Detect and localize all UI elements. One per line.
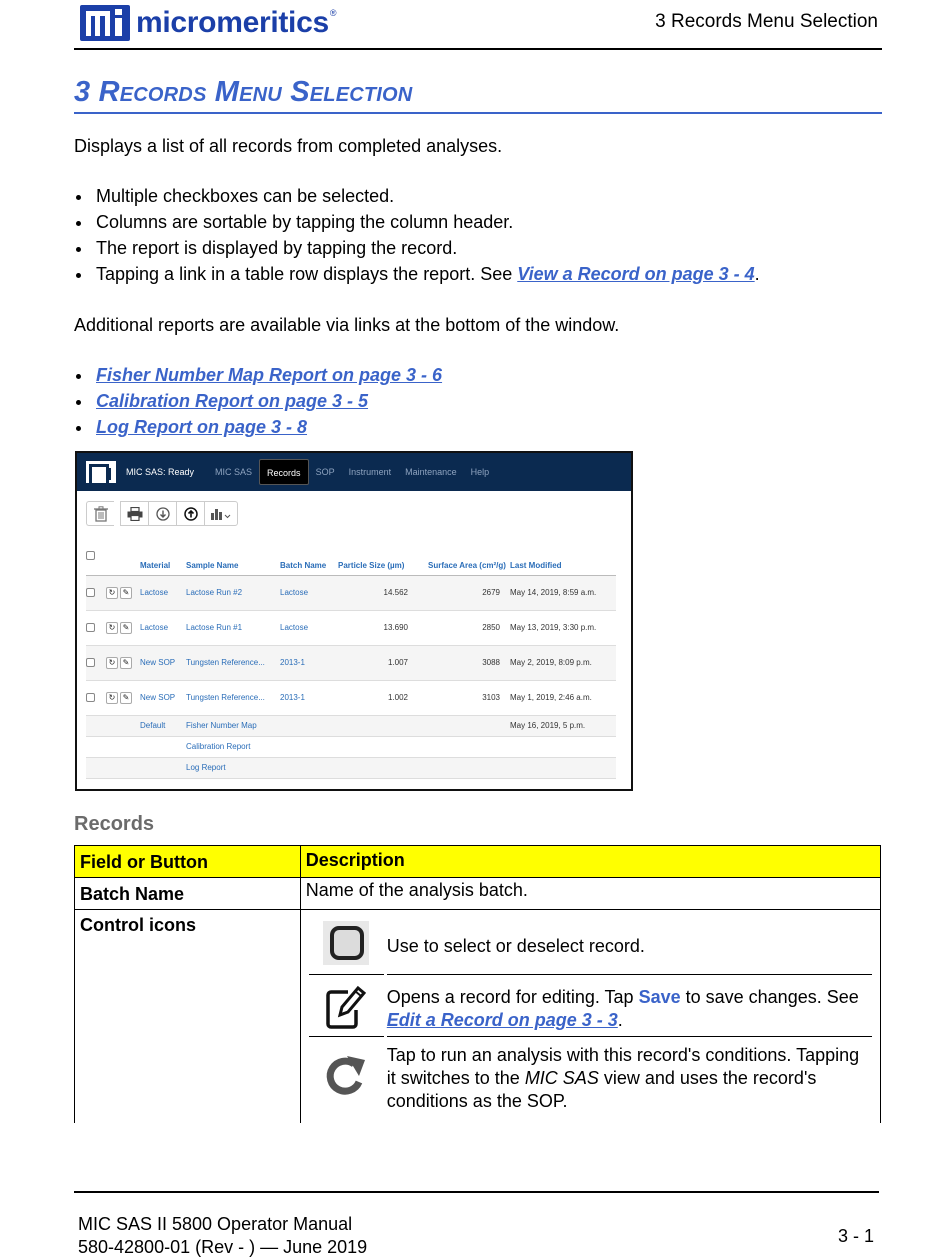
cell-particle-size: 1.007 xyxy=(338,645,418,680)
list-item-tail: . xyxy=(754,264,760,284)
edit-icon[interactable]: ✎ xyxy=(120,692,132,704)
cell-surface-area: 3088 xyxy=(418,645,510,680)
cell-material[interactable]: Lactose xyxy=(140,610,186,645)
cell-sample-name[interactable]: Tungsten Reference... xyxy=(186,680,280,715)
list-item: The report is displayed by tapping the record. xyxy=(74,235,760,261)
records-fields-table xyxy=(74,845,881,1123)
download-icon[interactable] xyxy=(148,501,176,526)
row-checkbox[interactable] xyxy=(86,623,95,632)
cell-batch-name[interactable]: Lactose xyxy=(280,575,338,610)
table-row[interactable] xyxy=(86,680,616,715)
table-row[interactable] xyxy=(86,715,616,736)
footer-manual-title: MIC SAS II 5800 Operator Manual xyxy=(78,1214,353,1234)
cell-last-modified: May 13, 2019, 3:30 p.m. xyxy=(510,610,616,645)
chapter-title: 3 Records Menu Selection xyxy=(74,76,413,108)
edit-desc-tail: . xyxy=(617,1010,623,1030)
save-keyword: Save xyxy=(638,987,681,1007)
cell-batch-name[interactable]: 2013-1 xyxy=(280,645,338,680)
cell-particle-size: 13.690 xyxy=(338,610,418,645)
cell-last-modified: May 2, 2019, 8:09 p.m. xyxy=(510,645,616,680)
column-header-particle-size[interactable]: Particle Size (µm) xyxy=(338,545,418,575)
table-row[interactable] xyxy=(86,575,616,610)
cell-surface-area: 2679 xyxy=(418,575,510,610)
tab-records[interactable]: Records xyxy=(259,459,309,485)
column-header-batch-name[interactable]: Batch Name xyxy=(280,545,338,575)
view-record-link[interactable]: View a Record on page 3 - 4 xyxy=(517,264,755,284)
checkbox-icon xyxy=(309,920,384,966)
running-head: 3 Records Menu Selection xyxy=(655,11,878,32)
row-checkbox[interactable] xyxy=(86,588,95,597)
micromeritics-logo xyxy=(80,3,337,43)
column-header-sample-name[interactable]: Sample Name xyxy=(186,545,280,575)
cell-material[interactable]: Lactose xyxy=(140,575,186,610)
header-field-or-button: Field or Button xyxy=(75,846,301,878)
chart-dropdown-icon[interactable] xyxy=(204,501,238,526)
column-header-material[interactable]: Material xyxy=(140,545,186,575)
page-number: 3 - 1 xyxy=(837,1226,874,1246)
cell-surface-area: 2850 xyxy=(418,610,510,645)
app-navbar xyxy=(77,453,631,491)
divider xyxy=(387,1036,872,1037)
tab-sop[interactable]: SOP xyxy=(315,467,335,477)
run-again-large-icon xyxy=(309,1048,384,1106)
header-rule xyxy=(74,48,882,50)
run-again-icon[interactable]: ↻ xyxy=(106,657,118,669)
calibration-report-link[interactable]: Calibration Report on page 3 - 5 xyxy=(96,391,369,411)
brand-mark-icon xyxy=(80,5,130,41)
run-again-icon[interactable]: ↻ xyxy=(106,622,118,634)
records-table xyxy=(86,545,616,779)
desc-batch-name: Name of the analysis batch. xyxy=(300,878,880,910)
cell-sample-name[interactable]: Tungsten Reference... xyxy=(186,645,280,680)
edit-icon-desc xyxy=(387,986,867,1032)
tab-maintenance[interactable]: Maintenance xyxy=(405,467,457,477)
list-item xyxy=(74,414,442,440)
report-link-list xyxy=(74,362,442,440)
additional-paragraph: Additional reports are available via links at the bottom of the window. xyxy=(74,315,620,335)
edit-desc-text: Opens a record for editing. Tap xyxy=(386,987,639,1007)
select-icon-desc: Use to select or deselect record. xyxy=(386,936,645,956)
run-again-icon[interactable]: ↻ xyxy=(106,587,118,599)
row-checkbox[interactable] xyxy=(86,693,95,702)
column-header-last-modified[interactable]: Last Modified xyxy=(510,545,616,575)
list-item xyxy=(74,388,442,414)
edit-icon[interactable]: ✎ xyxy=(120,657,132,669)
intro-paragraph: Displays a list of all records from completed analyses. xyxy=(74,136,503,156)
header-description: Description xyxy=(300,846,880,878)
trash-icon[interactable] xyxy=(86,501,114,526)
table-row[interactable] xyxy=(86,736,616,757)
mic-sas-term: MIC SAS xyxy=(524,1068,599,1088)
run-again-icon[interactable]: ↻ xyxy=(106,692,118,704)
cell-material[interactable]: New SOP xyxy=(140,680,186,715)
field-batch-name: Batch Name xyxy=(75,878,301,910)
footer-part-number: 580-42800-01 (Rev - ) — June 2019 xyxy=(78,1237,368,1257)
feature-list xyxy=(74,183,760,287)
list-item xyxy=(74,261,760,287)
cell-material[interactable]: New SOP xyxy=(140,645,186,680)
control-icons-cell xyxy=(300,910,880,1123)
cell-last-modified: May 14, 2019, 8:59 a.m. xyxy=(510,575,616,610)
records-toolbar xyxy=(86,501,238,526)
list-item: Multiple checkboxes can be selected. xyxy=(74,183,760,209)
log-report-link[interactable]: Log Report on page 3 - 8 xyxy=(96,417,308,437)
run-desc-tail: view and uses the record's conditions as the SOP. xyxy=(386,1068,817,1111)
records-section-title: Records xyxy=(74,813,155,835)
log-report-app-link[interactable]: Log Report xyxy=(186,757,510,778)
table-row[interactable] xyxy=(86,645,616,680)
records-screenshot xyxy=(75,451,633,791)
cell-sample-name[interactable]: Lactose Run #2 xyxy=(186,575,280,610)
app-logo-icon xyxy=(86,461,116,483)
cell-particle-size: 1.002 xyxy=(338,680,418,715)
app-status: MIC SAS: Ready xyxy=(126,467,195,477)
cell-sample-name[interactable]: Lactose Run #1 xyxy=(186,610,280,645)
tab-help[interactable]: Help xyxy=(470,467,490,477)
row-checkbox[interactable] xyxy=(86,658,95,667)
table-row[interactable] xyxy=(86,757,616,778)
divider xyxy=(309,1036,384,1037)
list-item: Columns are sortable by tapping the column header. xyxy=(74,209,760,235)
edit-icon[interactable]: ✎ xyxy=(120,622,132,634)
cell-particle-size: 14.562 xyxy=(338,575,418,610)
tab-mic-sas[interactable]: MIC SAS xyxy=(215,467,253,477)
cell-last-modified: May 1, 2019, 2:46 a.m. xyxy=(510,680,616,715)
registered-mark: ® xyxy=(329,8,337,18)
list-item-text: Tapping a link in a table row displays the report. See xyxy=(96,264,518,284)
table-row[interactable] xyxy=(86,610,616,645)
edit-icon[interactable]: ✎ xyxy=(120,587,132,599)
cell-batch-name[interactable]: Lactose xyxy=(280,610,338,645)
edit-record-icon xyxy=(309,982,384,1032)
column-header-surface-area[interactable]: Surface Area (cm²/g) xyxy=(418,545,510,575)
divider xyxy=(387,974,872,975)
upload-icon[interactable] xyxy=(176,501,204,526)
select-all-checkbox[interactable] xyxy=(86,551,95,560)
cell-surface-area: 3103 xyxy=(418,680,510,715)
run-desc-text: Tap to run an analysis with this record's conditions. Tapping it switches to the xyxy=(386,1045,860,1088)
footer-manual-info xyxy=(78,1213,367,1259)
print-icon[interactable] xyxy=(120,501,148,526)
title-rule xyxy=(74,112,882,114)
field-control-icons: Control icons xyxy=(75,910,301,1123)
tab-instrument[interactable]: Instrument xyxy=(348,467,392,477)
list-item xyxy=(74,362,442,388)
cell-batch-name[interactable]: 2013-1 xyxy=(280,680,338,715)
calibration-report-app-link[interactable]: Calibration Report xyxy=(186,736,510,757)
cell-last-modified: May 16, 2019, 5 p.m. xyxy=(510,715,616,736)
fisher-map-link[interactable]: Fisher Number Map xyxy=(186,715,510,736)
run-icon-desc xyxy=(387,1044,867,1113)
edit-desc-text: to save changes. See xyxy=(680,987,859,1007)
footer-rule xyxy=(74,1191,879,1193)
edit-record-link[interactable]: Edit a Record on page 3 - 3 xyxy=(386,1010,618,1030)
divider xyxy=(309,974,384,975)
fisher-report-link[interactable]: Fisher Number Map Report on page 3 - 6 xyxy=(96,365,443,385)
brand-name: micromeritics xyxy=(136,6,329,39)
cell-material[interactable]: Default xyxy=(140,715,186,736)
